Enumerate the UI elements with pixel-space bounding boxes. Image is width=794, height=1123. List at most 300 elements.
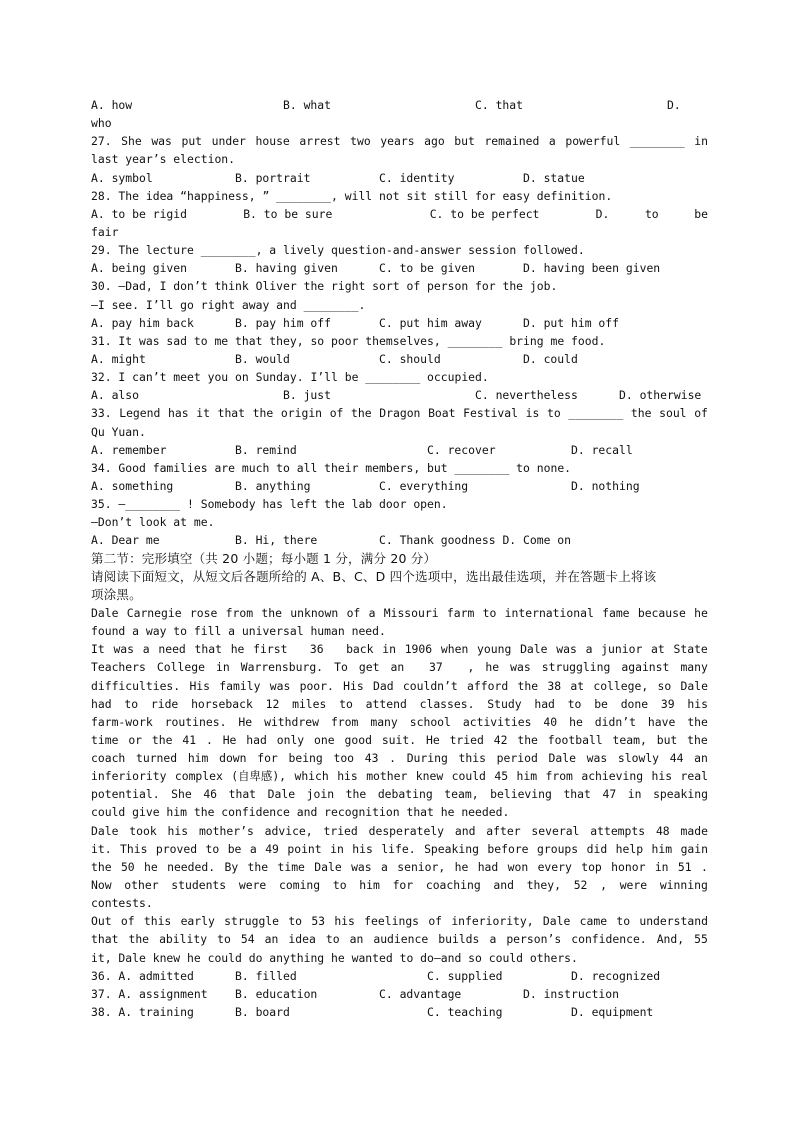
word: of (346, 605, 361, 620)
text-line: 34. Good families are much to all their members, but ________ to none. (91, 460, 572, 475)
word: of (694, 406, 708, 421)
word: understand (639, 914, 708, 929)
option: C. nevertheless (475, 388, 578, 403)
word: Dale (542, 914, 571, 929)
word: knew (415, 769, 444, 784)
word: against (621, 660, 670, 675)
word: difficulties. (91, 678, 181, 693)
word: C. to be perfect (429, 206, 560, 221)
word: was (351, 859, 372, 874)
word: young (477, 642, 512, 657)
word: proved (155, 841, 198, 856)
word: he (144, 859, 158, 874)
option: D. put him off (523, 315, 620, 330)
word: life. (381, 841, 416, 856)
word: By (224, 859, 239, 874)
word: 50 (120, 859, 135, 874)
justified-line (91, 858, 708, 876)
word: won (507, 859, 529, 874)
word: him (187, 751, 209, 766)
word: the (687, 732, 708, 747)
word: audience (373, 932, 429, 947)
word: State (673, 642, 708, 657)
word: in (694, 134, 708, 149)
word: 53 (311, 914, 326, 929)
word: the (517, 678, 539, 693)
word: an (349, 932, 364, 947)
word: house (255, 134, 290, 149)
word: soul (659, 406, 687, 421)
word: , (600, 878, 607, 893)
justified-line (91, 604, 708, 622)
option: C. advantage (379, 986, 462, 1001)
word: struggling (541, 660, 611, 675)
word: tried (449, 732, 484, 747)
word: the (630, 406, 652, 421)
word: potential. (91, 787, 160, 802)
option: D. statue (523, 170, 585, 185)
word: B. to be sure (243, 206, 395, 221)
word: he (230, 642, 245, 657)
word: college, (593, 678, 649, 693)
word: the (351, 406, 372, 421)
word: he (454, 859, 469, 874)
justified-line (91, 876, 708, 894)
word: he (485, 660, 500, 675)
word: honor (611, 859, 646, 874)
word: 54 (240, 932, 255, 947)
word: advice, (264, 823, 313, 838)
word: put (181, 134, 203, 149)
word: Dale (314, 859, 342, 874)
word: Missouri (383, 605, 439, 620)
word: coming (279, 878, 321, 893)
word: This (120, 841, 148, 856)
word: 1906 (404, 642, 433, 657)
word: down (219, 751, 247, 766)
word: coach (91, 751, 126, 766)
word: College (156, 660, 205, 675)
word: complex (174, 769, 223, 784)
word: 44 (669, 751, 684, 766)
word: took (129, 823, 157, 838)
word: his (651, 769, 673, 784)
justified-line (91, 930, 708, 948)
word: from (545, 769, 573, 784)
word: And, (656, 932, 685, 947)
word: Dale (91, 823, 119, 838)
word: Dragon (379, 406, 421, 421)
text-line: 28. The idea “happiness, ” ________, will not sit still for easy definition. (91, 188, 613, 203)
word: confidence. (571, 932, 647, 947)
word: because (637, 605, 686, 620)
word: 38 (547, 678, 562, 693)
text-line: Qu Yuan. (91, 424, 146, 439)
word: 43 (364, 751, 379, 766)
options-line (91, 259, 708, 277)
word: groups (537, 841, 579, 856)
word: under (211, 134, 246, 149)
option: C. to be given (379, 261, 476, 276)
word: and (454, 823, 476, 838)
justified-line (91, 767, 708, 785)
word: classes. (419, 696, 475, 711)
word: gain (680, 841, 708, 856)
section-heading-line: 请阅读下面短文，从短文后各题所给的 A、B、C、D 四个选项中，选出最佳选项，并在答题卡上将该 (91, 568, 657, 584)
option: C. everything (379, 478, 469, 493)
word: when (440, 642, 469, 657)
word: 48 (655, 823, 670, 838)
text-line: fair (91, 224, 119, 239)
text-line: found a way to fill a universal human need. (91, 624, 386, 639)
word: to (217, 932, 231, 947)
word: a (585, 642, 593, 657)
text-line: 31. It was sad to me that they, so poor themselves, ________ bring me food. (91, 333, 606, 348)
text-line: 30. —Dad, I don’t think Oliver the right sort of person for the job. (91, 279, 558, 294)
text-line: 29. The lecture ________, a lively question-and-answer session followed. (91, 243, 585, 258)
word: was (113, 642, 135, 657)
word: Dale (91, 605, 119, 620)
word: to (332, 878, 347, 893)
word: many (680, 660, 708, 675)
justified-line (91, 713, 708, 731)
word: achieving (581, 769, 644, 784)
option: B. anything (235, 478, 311, 493)
word: he (694, 605, 708, 620)
option: B. education (235, 986, 318, 1001)
word: attempts (590, 823, 646, 838)
word: slowly (617, 751, 660, 766)
text-line: it, Dale knew he could do anything he wanted to do—and so could others. (91, 950, 578, 965)
word: Carnegie (126, 605, 182, 620)
option: 38. A. training (91, 1005, 194, 1020)
word: team, (444, 787, 479, 802)
word: an (694, 751, 708, 766)
word: his (167, 823, 189, 838)
options-line (91, 314, 708, 332)
option: B. Hi, there (235, 533, 318, 548)
word: was (556, 642, 577, 657)
word: attend (365, 696, 407, 711)
word: Dad (373, 678, 394, 693)
word: poor. (299, 678, 334, 693)
word: join (306, 787, 335, 802)
word: so (657, 678, 672, 693)
word: an (390, 660, 405, 675)
option: B. remind (235, 442, 297, 457)
option: A. Dear me (91, 533, 160, 548)
word: top (581, 859, 602, 874)
word: , (467, 660, 475, 675)
word: a (381, 859, 388, 874)
word: his (334, 914, 355, 929)
option: A. something (91, 478, 174, 493)
word: first (253, 642, 288, 657)
justified-line (91, 695, 708, 713)
text-line: —I see. I’ll go right away and ________. (91, 297, 366, 312)
word: . (700, 859, 708, 874)
word: 51 (677, 859, 692, 874)
option: D. recall (571, 442, 633, 457)
option: B. pay him off (235, 315, 332, 330)
section-heading-line: 第二节：完形填空（共 20 小题；每小题 1 分，满分 20 分） (91, 550, 437, 566)
word: back (346, 642, 374, 657)
word: of (329, 406, 344, 421)
word: During (406, 751, 448, 766)
word: one (314, 732, 335, 747)
options-line (91, 1003, 708, 1021)
word: before (487, 841, 529, 856)
word: had (534, 696, 555, 711)
option: 36. A. admitted (91, 968, 194, 983)
option: C. that (475, 98, 524, 112)
word: farm-work (91, 714, 153, 729)
word: him (516, 769, 538, 784)
word: builds (438, 932, 480, 947)
option: B. having given (235, 261, 338, 276)
word: of (120, 914, 135, 929)
option: D. (667, 98, 681, 112)
options-line (91, 169, 708, 187)
word: powerful (565, 134, 621, 149)
word: feelings (364, 914, 420, 929)
word: 27. (91, 134, 112, 149)
word: Out (91, 914, 112, 929)
word: winning (659, 878, 708, 893)
word: too (333, 751, 355, 766)
word: Dale (548, 751, 576, 766)
justified-line (91, 640, 708, 658)
option: B. board (235, 1005, 290, 1020)
word: the (91, 859, 112, 874)
word: his (687, 696, 708, 711)
options-line (91, 386, 708, 404)
word: family (219, 678, 261, 693)
word: to (288, 914, 303, 929)
word: turned (135, 751, 178, 766)
word: a (548, 134, 556, 149)
word: 47 (602, 787, 617, 802)
word: international (504, 605, 594, 620)
word: rose (189, 605, 218, 620)
word: it. (91, 841, 112, 856)
word: they, (526, 878, 561, 893)
text-line: last year’s election. (91, 152, 236, 167)
justified-line (91, 205, 708, 223)
text-line: who (91, 116, 112, 131)
word: were (619, 878, 648, 893)
option: C. Thank goodness D. Come on (379, 533, 572, 548)
word: ________ (568, 406, 624, 421)
word: were (238, 878, 267, 893)
word: couldn’t (402, 678, 458, 693)
word: 46 (203, 787, 218, 802)
word: several (531, 823, 580, 838)
justified-line (91, 677, 708, 695)
word: Festival (463, 406, 519, 421)
word: Now (91, 878, 112, 893)
word: speaking (653, 787, 708, 802)
word: need (158, 642, 186, 657)
justified-line (91, 822, 708, 840)
word: in (215, 660, 230, 675)
word: 12 (265, 696, 280, 711)
word: period (496, 751, 538, 766)
word: senior, (397, 859, 446, 874)
word: mother’s (198, 823, 254, 838)
word: other (124, 878, 159, 893)
text-line: 35. —________ ! Somebody has left the lab door open. (91, 497, 448, 512)
word: time (277, 859, 305, 874)
justified-line (91, 840, 708, 858)
option: C. recover (427, 442, 496, 457)
word: to (616, 914, 631, 929)
option: A. being given (91, 261, 188, 276)
option: D. nothing (571, 478, 640, 493)
justified-line (91, 749, 708, 767)
word: She (171, 787, 192, 802)
word: farm (446, 605, 475, 620)
word: him (651, 841, 673, 856)
word: every (537, 859, 572, 874)
word: this (143, 914, 172, 929)
word: 33. (91, 406, 112, 421)
word: He (222, 732, 237, 747)
word: routines. (164, 714, 227, 729)
options-line (91, 350, 708, 368)
word: this (458, 751, 486, 766)
word: real (680, 769, 708, 784)
word: in (654, 859, 669, 874)
word: is (525, 406, 540, 421)
word: . (205, 732, 213, 747)
option: C. put him away (379, 315, 482, 330)
word: It (91, 642, 105, 657)
word: 42 (493, 732, 508, 747)
word: or (128, 732, 143, 747)
options-line (91, 985, 708, 1003)
word: two (350, 134, 371, 149)
word: that (91, 932, 119, 947)
options-line (91, 477, 708, 495)
justified-line (91, 404, 708, 422)
word: of (428, 914, 443, 929)
text-line: could give him the confidence and recognition that he needed. (91, 805, 510, 820)
word: to (339, 696, 353, 711)
word: remained (484, 134, 540, 149)
word: (自卑感), (231, 769, 287, 784)
word: from (225, 605, 254, 620)
option: C. identity (379, 170, 455, 185)
word: tried (323, 823, 358, 838)
word: good (344, 732, 372, 747)
option: A. might (91, 351, 146, 366)
word: didn’t (594, 714, 636, 729)
word: mother (366, 769, 408, 784)
word: his (337, 769, 358, 784)
word: ________ (629, 134, 685, 149)
word: to (644, 206, 659, 221)
word: football (547, 732, 603, 747)
options-line (91, 441, 708, 459)
word: to (205, 841, 220, 856)
word: . (389, 751, 396, 766)
word: fame (602, 605, 630, 620)
word: was (586, 751, 608, 766)
word: to (567, 696, 582, 711)
word: the (151, 732, 173, 747)
option: C. supplied (427, 968, 503, 983)
word: being (288, 751, 323, 766)
word: get (358, 660, 380, 675)
word: person’s (506, 932, 562, 947)
word: team, (612, 732, 647, 747)
word: after (486, 823, 521, 838)
word: but (454, 134, 475, 149)
option: D. could (523, 351, 578, 366)
option: D. otherwise (619, 388, 702, 403)
word: arrest (299, 134, 341, 149)
word: believing (490, 787, 552, 802)
word: has (168, 406, 189, 421)
word: at (570, 678, 585, 693)
word: Speaking (424, 841, 479, 856)
word: struggle (224, 914, 280, 929)
word: He (238, 714, 253, 729)
word: ability (159, 932, 208, 947)
word: 36 (296, 642, 338, 657)
document-page (91, 96, 708, 1021)
word: had (477, 859, 499, 874)
text-line: contests. (91, 896, 153, 911)
word: ride (150, 696, 179, 711)
word: 37 (415, 660, 457, 675)
option: B. portrait (235, 170, 311, 185)
word: the (128, 932, 150, 947)
word: to (124, 696, 139, 711)
word: miles (292, 696, 327, 711)
word: that (228, 787, 257, 802)
word: that (563, 787, 591, 802)
justified-line (91, 658, 708, 676)
word: 40 (543, 714, 558, 729)
word: Dale (267, 787, 296, 802)
word: afford (467, 678, 509, 693)
word: unknown (290, 605, 339, 620)
justified-line (91, 731, 708, 749)
word: a (142, 642, 150, 657)
option: B. what (283, 98, 332, 112)
word: She (121, 134, 142, 149)
word: made (680, 823, 708, 838)
word: withdrew (264, 714, 319, 729)
word: to (325, 932, 340, 947)
word: To (334, 660, 348, 675)
option: D. recognized (571, 968, 661, 983)
word: inferiority, (451, 914, 534, 929)
word: 39 (660, 696, 675, 711)
word: 45 (494, 769, 509, 784)
word: idea (288, 932, 316, 947)
word: a (368, 605, 376, 620)
option: D. having been given (523, 261, 661, 276)
word: be (227, 841, 242, 856)
option: A. how (91, 98, 133, 112)
word: activities (462, 714, 532, 729)
options-line (91, 531, 708, 549)
word: an (264, 932, 279, 947)
word: Teachers (91, 660, 146, 675)
